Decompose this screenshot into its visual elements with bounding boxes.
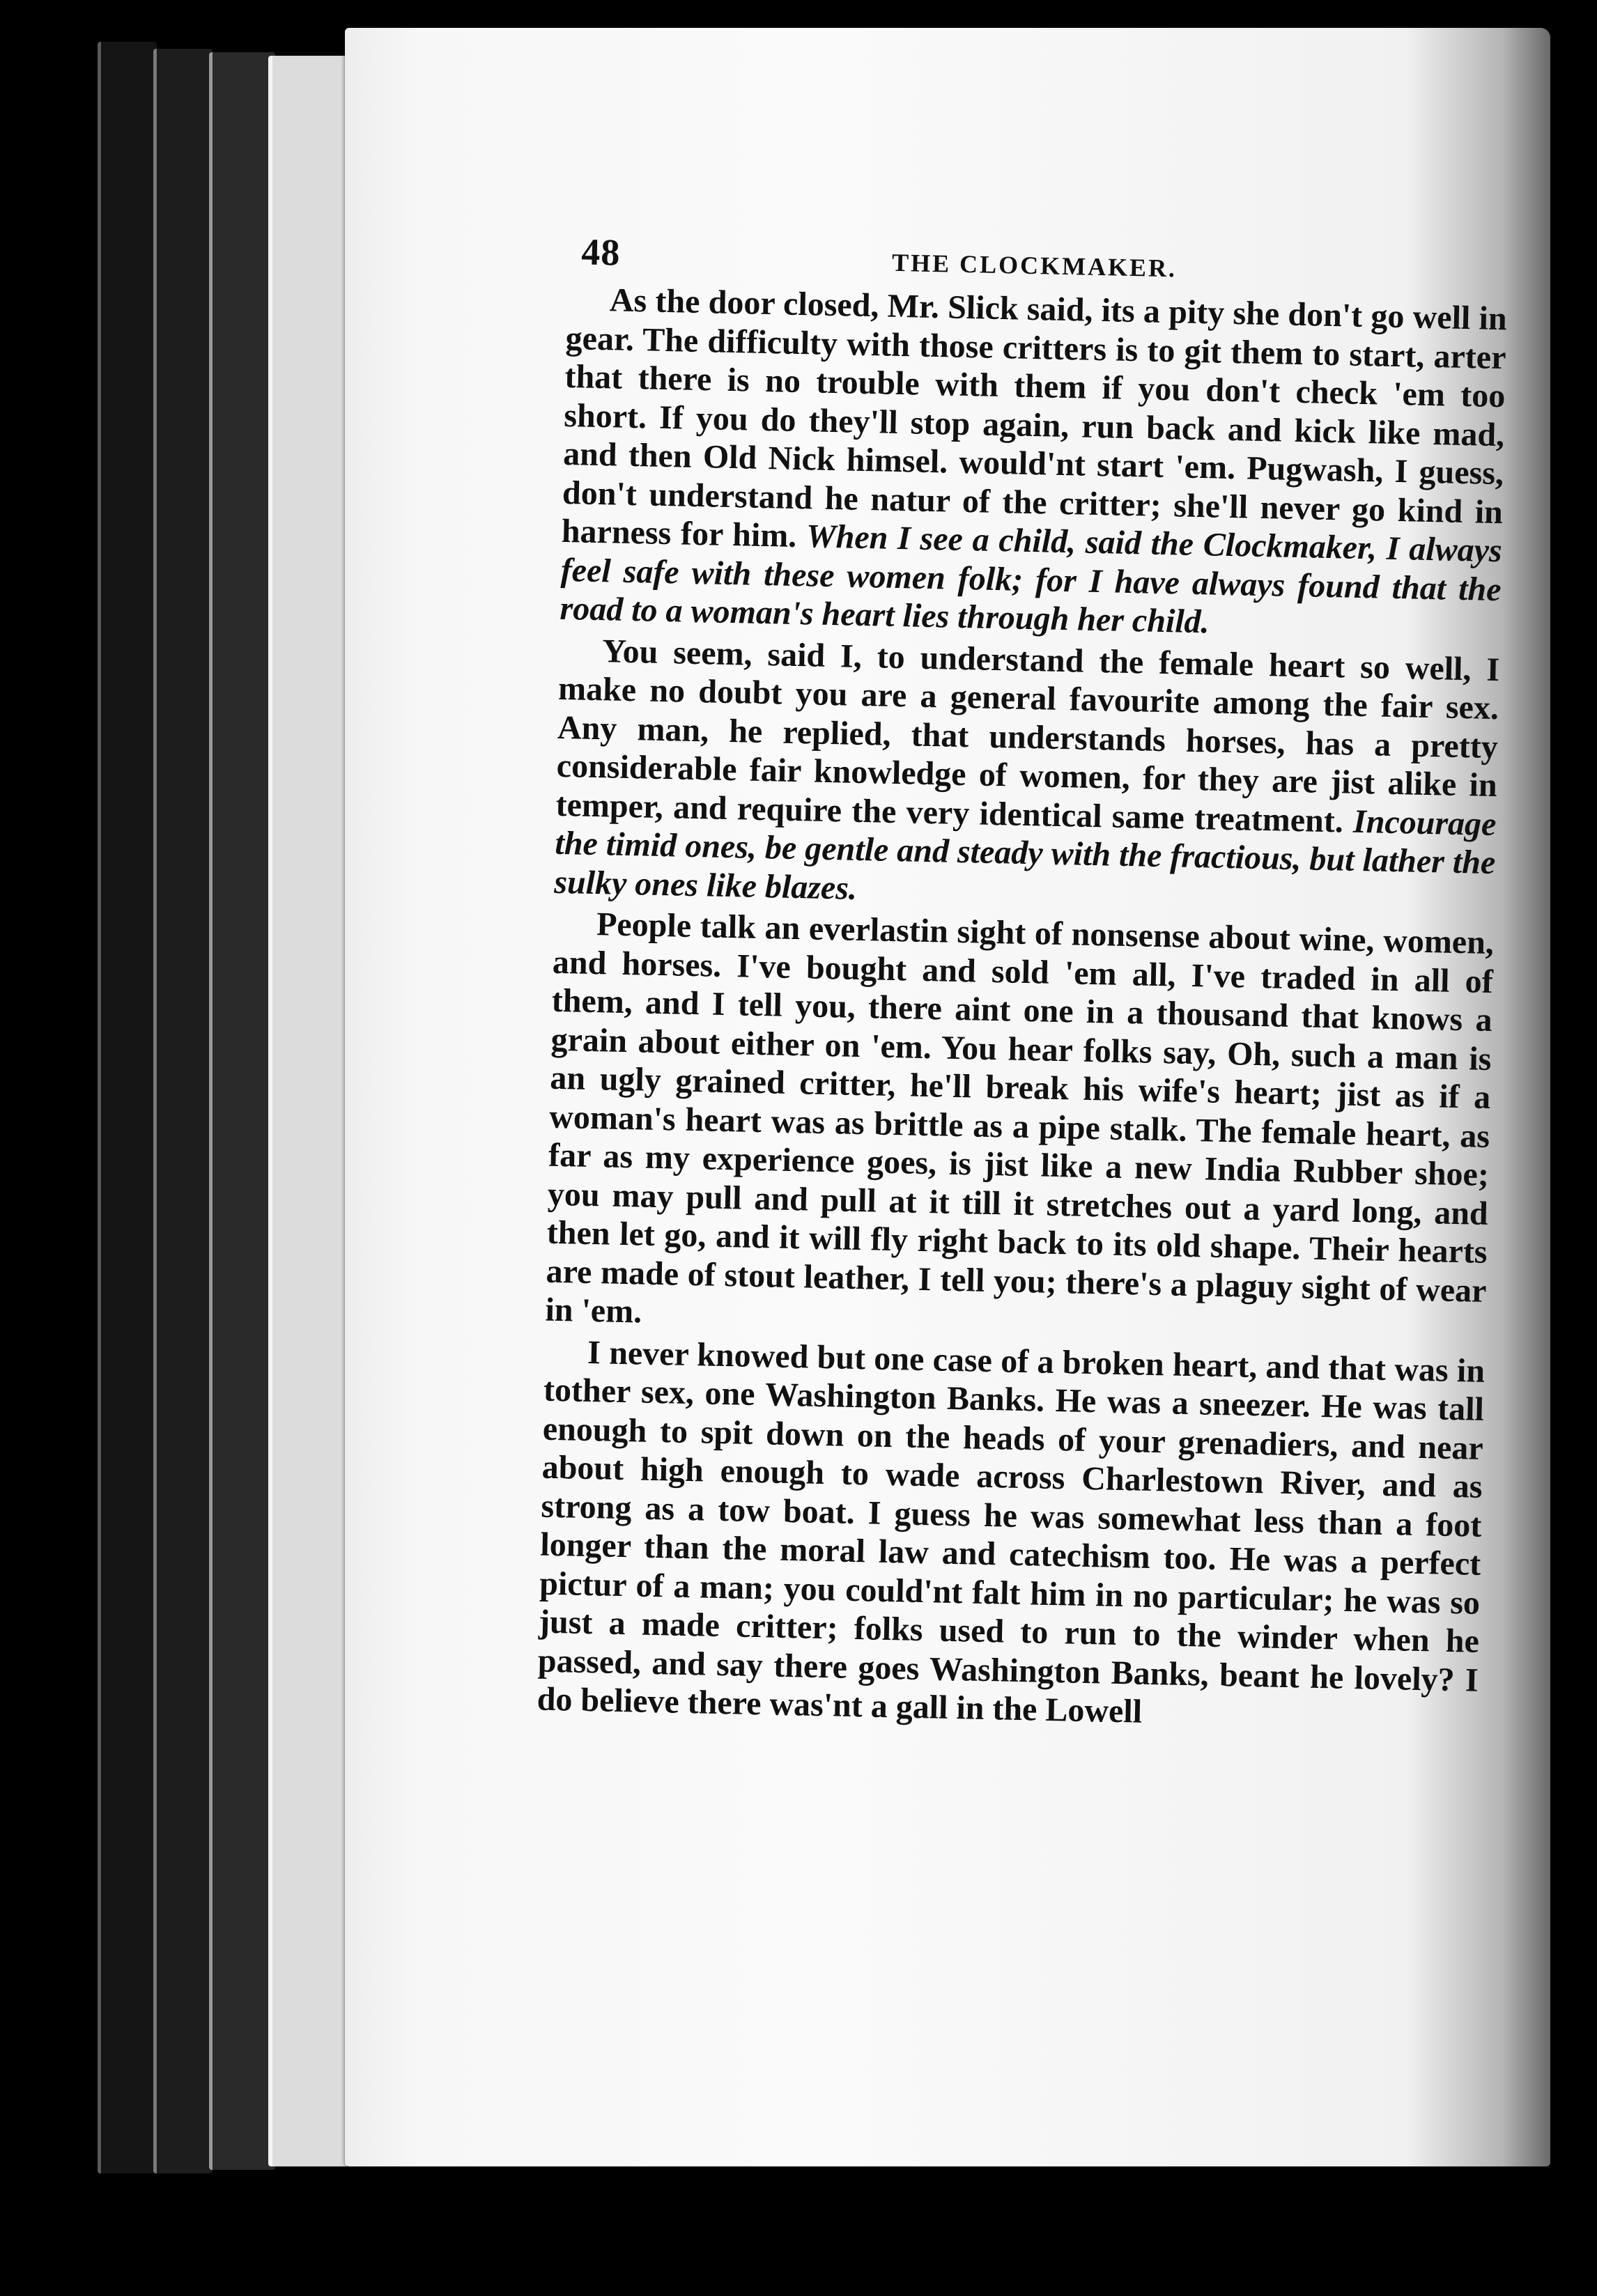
paragraph-text: As the door closed, Mr. Slick said, its a pity she don't go well in gear. The difficulty with those critters is to git them to start, arter that there is no trouble with them if you don't check 'em too short. If you do they'll stop again, run back and kick like mad, and then Old Nick himsel. would'nt start 'em. Pugwash, I guess, don't understand he natur of the critter; she'll never go kind in harness for him.	[561, 281, 1508, 555]
book-page-edge	[268, 56, 349, 2166]
paragraph	[545, 904, 1494, 1349]
paragraph	[560, 280, 1507, 648]
book-page-edge	[98, 42, 157, 2173]
italic-passage: Incourage the timid ones, be gentle and steady with the fractious, but lather the sulky ones like blazes.	[553, 802, 1497, 907]
book-page-edge	[209, 52, 275, 2170]
text-block	[537, 230, 1508, 1738]
book-page	[345, 28, 1550, 2166]
paragraph	[537, 1332, 1485, 1738]
scan-background	[0, 2180, 1597, 2296]
running-title: THE CLOCKMAKER.	[891, 248, 1178, 283]
italic-passage: When I see a child, said the Clockmaker, I always feel safe with these women folk; for I have always found that the road to a woman's heart lies through her child.	[560, 518, 1503, 641]
page-number: 48	[580, 231, 621, 274]
book-page-edge	[153, 49, 213, 2173]
paragraph	[554, 630, 1500, 921]
paragraph-text: I never knowed but one case of a broken heart, and that was in tother sex, one Washington Banks. He was a sneezer. He was tall enough to spit down on the heads of your grenadiers, and near about high enough to wade across Charlestown River, and as strong as a tow boat. I guess he was somewhat less than a foot longer than the moral law and catechism too. He was a perfect pictur of a man; you could'nt falt him in no particular; he was so just a made critter; folks used to run to the winder when he passed, and say there goes Washington Banks, beant he lovely? I do believe there was'nt a gall in the Lowell	[537, 1333, 1486, 1730]
paragraph-text: People talk an everlastin sight of nonsense about wine, women, and horses. I've bought and sold 'em all, I've traded in all of them, and I tell you, there aint one in a thousand that knows a grain about either on 'em. You hear folks say, Oh, such a man is an ugly grained critter, he'll break his wife's heart; jist as if a woman's heart was as brittle as a pipe stalk. The female heart, as far as my experience goes, is jist like a new India Rubber shoe; you may pull and pull at it till it stretches out a yard long, and then let go, and it will fly right back to its old shape. Their hearts are made of stout leather, I tell you; there's a plaguy sight of wear in 'em.	[544, 906, 1495, 1331]
paragraph-text: You seem, said I, to understand the female heart so well, I make no doubt you are a general favourite among the fair sex. Any man, he replied, that understands horses, has a pretty considerable fair knowledge of women, for they are jist alike in temper, and require the very identical same treatment.	[555, 632, 1500, 840]
